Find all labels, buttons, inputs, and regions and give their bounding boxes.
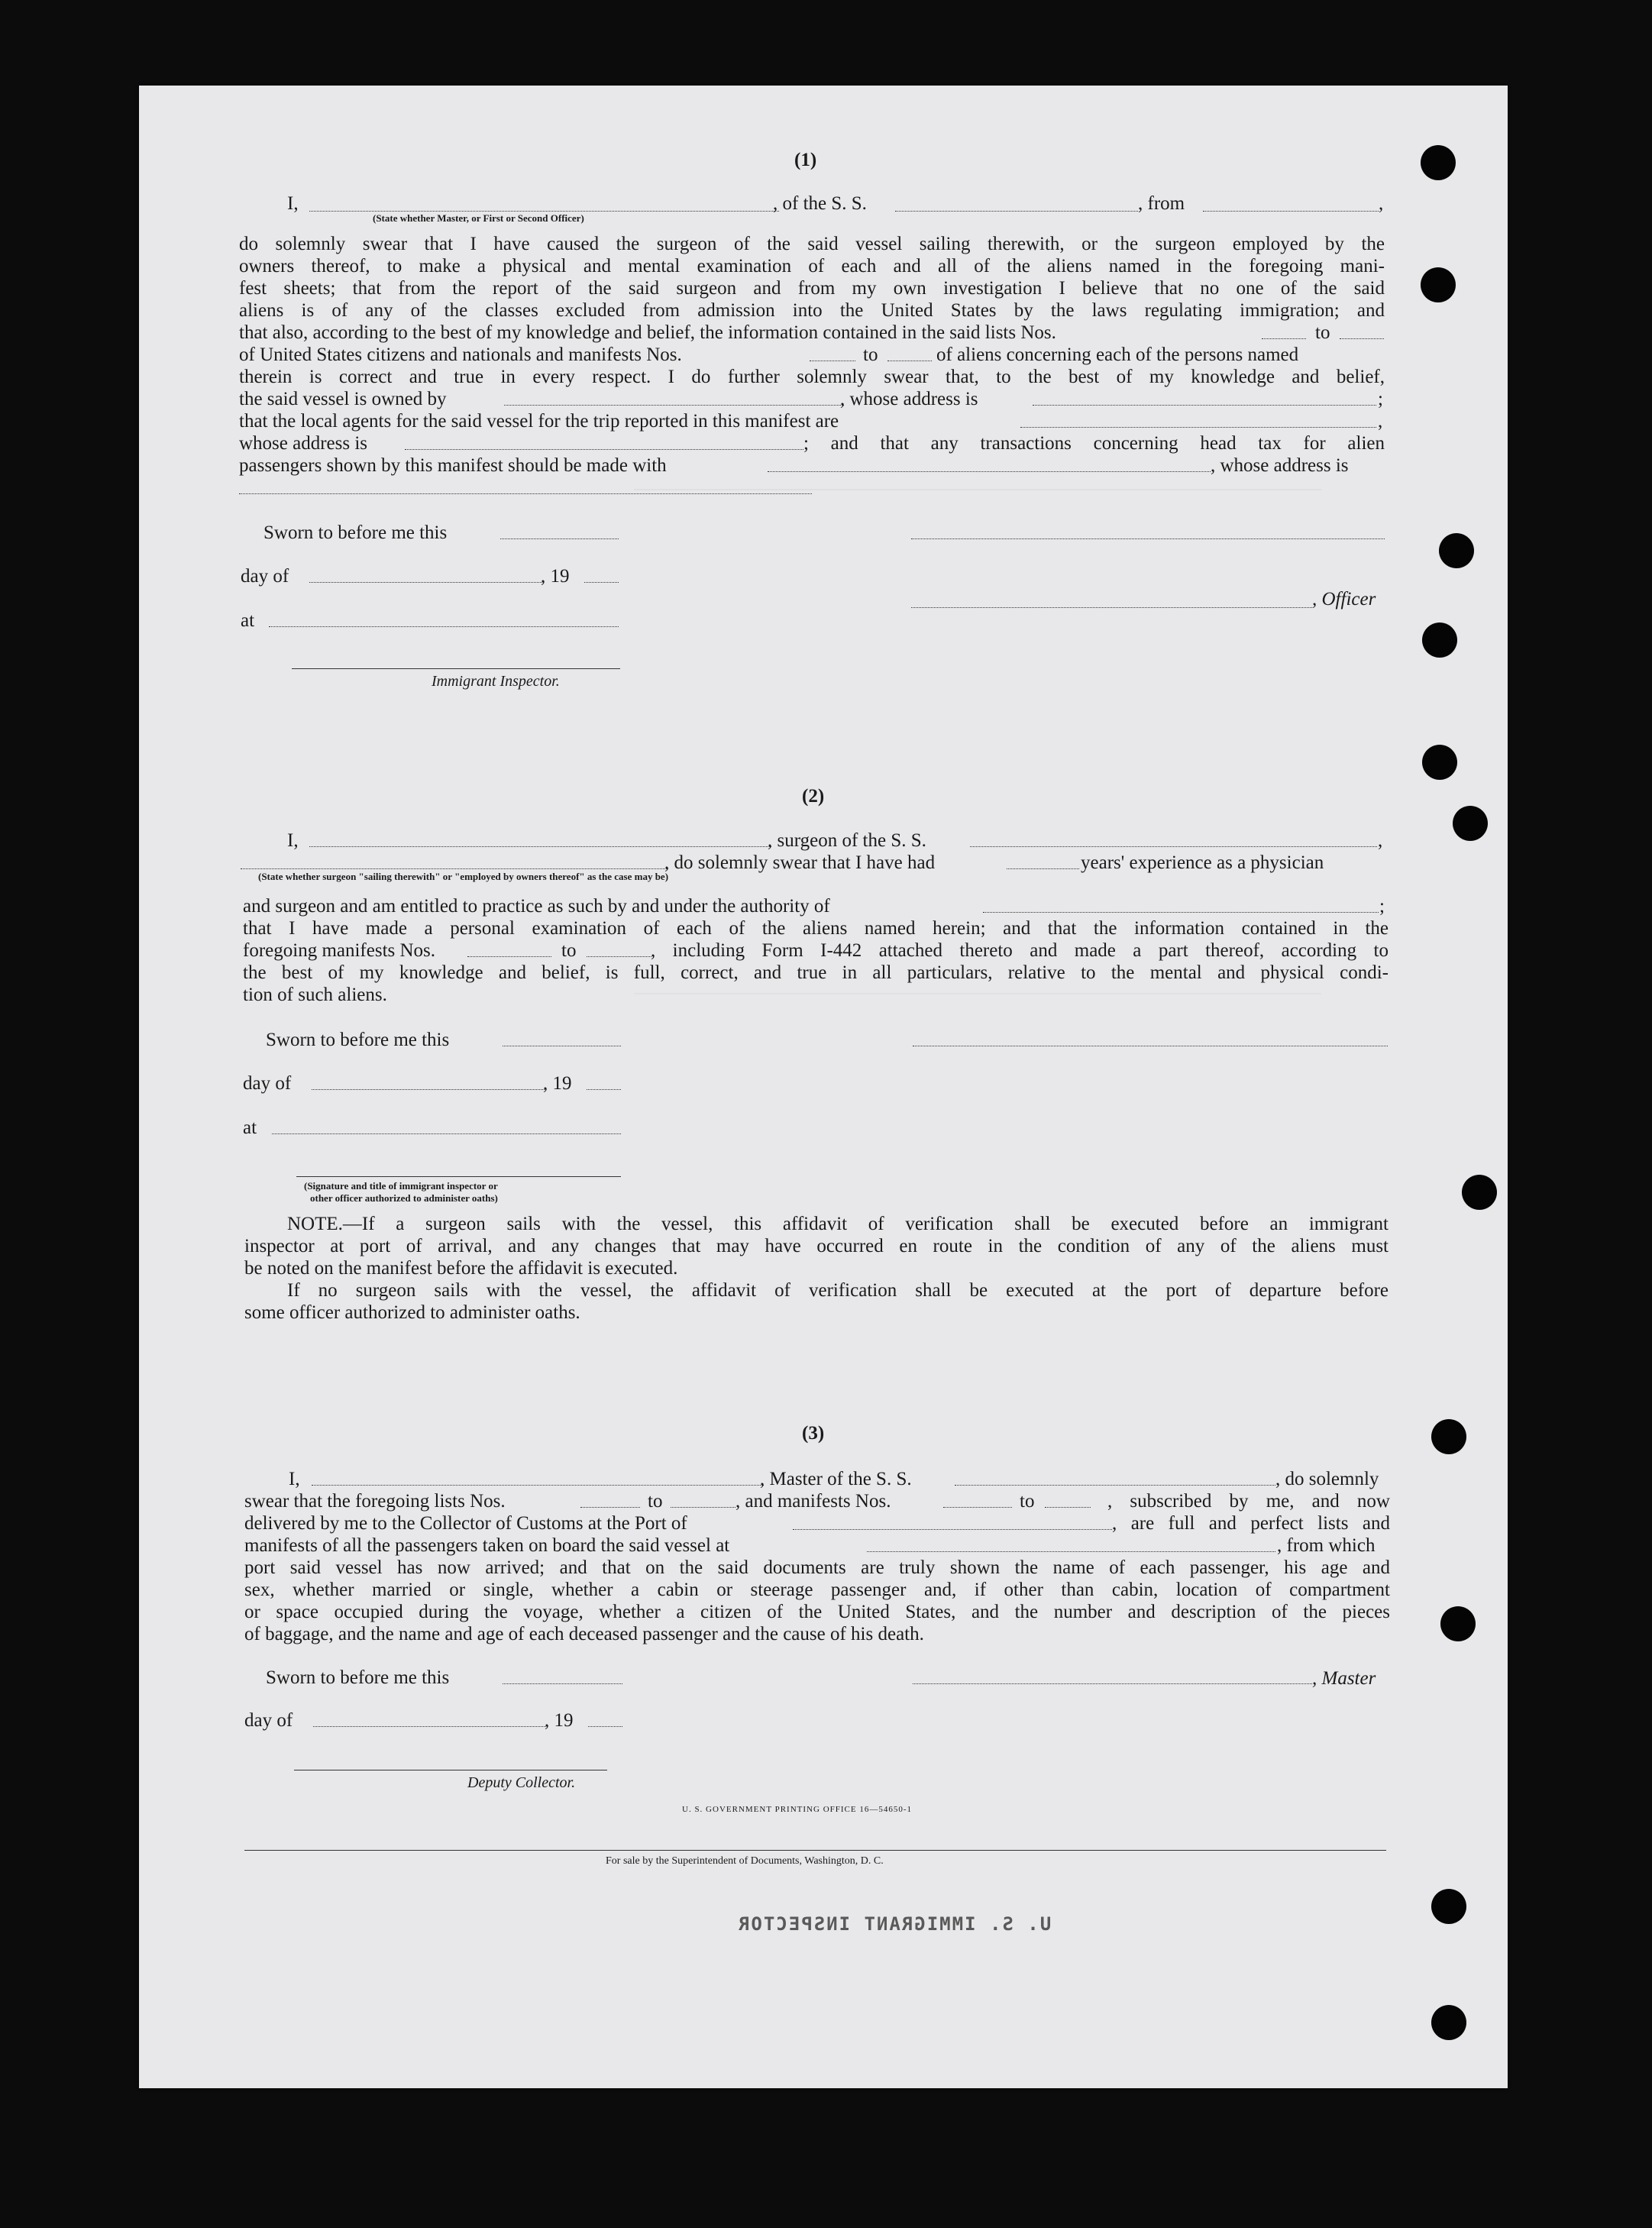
- s2-para-line: that I have made a personal examination of each of the aliens named herein; and that the information contained in the: [243, 918, 1389, 939]
- s3-para-line: sex, whether married or single, whether a cabin or steerage passenger and, if other than cabin, location of compartment: [244, 1580, 1390, 1600]
- s1-para-line: fest sheets; that from the report of the said surgeon and from my own investigation I believe that no one of the said: [239, 278, 1385, 299]
- s3-sworn-field: [503, 1683, 622, 1684]
- s1-head-tax-address-field: [239, 493, 812, 494]
- gpo-imprint: U. S. GOVERNMENT PRINTING OFFICE 16—54650-1: [682, 1805, 913, 1814]
- s1-para-line: do solemnly swear that I have caused the surgeon of the said vessel sailing therewith, or the surgeon employed by the: [239, 234, 1385, 254]
- s3-master-of: , Master of the S. S.: [760, 1469, 912, 1489]
- s1-i: I,: [287, 193, 299, 214]
- s3-line2-manifests: , and manifests Nos.: [735, 1491, 891, 1512]
- s3-line2-to: to: [648, 1491, 663, 1512]
- s2-sworn: Sworn to before me this: [266, 1030, 450, 1050]
- punch-hole: [1431, 1419, 1466, 1454]
- s2-nineteen: , 19: [543, 1073, 572, 1094]
- bleed-through: [634, 993, 1321, 1835]
- s3-line3-full: , are full and perfect lists and: [1112, 1513, 1390, 1534]
- s3-line2-subscribed: , subscribed by me, and now: [1107, 1491, 1390, 1512]
- s1-agents-field: [1020, 427, 1376, 428]
- s1-officer: , Officer: [1312, 589, 1376, 610]
- s2-comma: ,: [1378, 830, 1383, 851]
- s1-caption: (State whether Master, or First or Second Officer): [373, 212, 584, 224]
- s1-of-ss: , of the S. S.: [773, 193, 867, 214]
- s2-years: years' experience as a physician: [1081, 852, 1324, 873]
- s3-ship-field: [955, 1485, 1275, 1486]
- s1-officer-sign-field: [911, 607, 1312, 608]
- s2-at: at: [243, 1117, 257, 1138]
- s1-signature-line: [911, 538, 1385, 539]
- s1-to: to: [1315, 322, 1330, 343]
- s1-para-line: of United States citizens and nationals and manifests Nos.: [239, 344, 682, 365]
- s1-from-field: [1203, 211, 1379, 212]
- s1-para-line: that also, according to the best of my knowledge and belief, the information contained in the said lists Nos.: [239, 322, 1056, 343]
- s2-authority-field: [983, 912, 1379, 913]
- s3-day-of: day of: [244, 1710, 293, 1731]
- s2-para-line: and surgeon and am entitled to practice as such by and under the authority of: [243, 896, 830, 917]
- s1-para-line: whose address is: [239, 433, 368, 454]
- note-line: some officer authorized to administer oaths.: [244, 1302, 580, 1323]
- s3-day-field: [313, 1726, 546, 1727]
- s3-line3: delivered by me to the Collector of Customs at the Port of: [244, 1513, 687, 1534]
- s2-para-line: the best of my knowledge and belief, is full, correct, and true in all particulars, relative to the mental and physical condi-: [243, 962, 1389, 983]
- punch-hole: [1431, 1889, 1466, 1924]
- s1-sworn: Sworn to before me this: [263, 522, 448, 543]
- s2-year-field: [587, 1089, 621, 1090]
- punch-hole: [1421, 267, 1456, 302]
- s2-caption: (State whether surgeon "sailing therewith" or "employed by owners thereof" as the case may be): [258, 871, 669, 882]
- bleed-through: [634, 489, 1321, 781]
- s3-deputy: Deputy Collector.: [467, 1774, 576, 1791]
- s3-master-sign-field: [913, 1683, 1312, 1684]
- punch-hole: [1422, 745, 1457, 780]
- sale-notice: For sale by the Superintendent of Documents, Washington, D. C.: [606, 1855, 884, 1867]
- punch-hole: [1440, 1606, 1476, 1641]
- s2-i: I,: [287, 830, 299, 851]
- s1-at-field: [269, 626, 619, 627]
- s1-day-of: day of: [241, 566, 289, 587]
- s1-end-comma: ,: [1379, 193, 1384, 214]
- s1-para-line: owners thereof, to make a physical and mental examination of each and all of the aliens named in the foregoing mani-: [239, 256, 1385, 276]
- inspector-stamp: U. S. IMMIGRANT INSPECTOR: [737, 1913, 1052, 1935]
- punch-hole: [1462, 1175, 1497, 1210]
- s1-lists-from: [1262, 338, 1306, 339]
- s3-master-name-field: [312, 1485, 764, 1486]
- punch-hole: [1422, 622, 1457, 658]
- s3-manifest-from: [943, 1507, 1012, 1508]
- s3-sworn: Sworn to before me this: [266, 1667, 450, 1688]
- s2-day-field: [312, 1089, 545, 1090]
- s1-owner-address-field: [1033, 405, 1376, 406]
- s1-aliens-concerning: of aliens concerning each of the persons named: [936, 344, 1299, 365]
- s2-ship-field: [970, 846, 1377, 847]
- section-1-number: (1): [794, 150, 817, 170]
- s2-swear: , do solemnly swear that I have had: [664, 852, 936, 873]
- s2-manifest-to: [587, 956, 651, 957]
- section-3-number: (3): [802, 1423, 825, 1444]
- s3-nineteen: , 19: [545, 1710, 574, 1731]
- s3-do-solemnly: , do solemnly: [1275, 1469, 1379, 1489]
- s1-from: , from: [1138, 193, 1185, 214]
- s1-head-tax: ; and that any transactions concerning head tax for alien: [803, 433, 1385, 454]
- section-2-number: (2): [802, 786, 825, 807]
- punch-hole: [1431, 2005, 1466, 2040]
- s1-day-field: [309, 582, 542, 583]
- punch-hole: [1453, 806, 1488, 841]
- s1-whose-address: , whose address is: [840, 389, 978, 409]
- s1-para-line: aliens is of any of the classes excluded from admission into the United States by the laws regulating immigration; and: [239, 300, 1385, 321]
- s2-inspector-line: [296, 1176, 621, 1177]
- s2-day-of: day of: [243, 1073, 292, 1094]
- s1-inspector-line: [292, 668, 620, 669]
- s3-line4: manifests of all the passengers taken on board the said vessel at: [244, 1535, 730, 1556]
- s1-ship-field: [895, 211, 1138, 212]
- s2-years-field: [1007, 868, 1079, 869]
- s1-to: to: [863, 344, 878, 365]
- s1-para-line: passengers shown by this manifest should be made with: [239, 455, 667, 476]
- s3-line2: swear that the foregoing lists Nos.: [244, 1491, 506, 1512]
- note-line: be noted on the manifest before the affidavit is executed.: [244, 1258, 678, 1279]
- s1-owner-field: [504, 405, 844, 406]
- s2-to: to: [561, 940, 577, 961]
- s1-lists-to: [1340, 338, 1384, 339]
- s2-sig-caption: (Signature and title of immigrant inspector or: [304, 1180, 498, 1192]
- s2-semicolon: ;: [1379, 896, 1385, 917]
- s2-surgeon-name-field: [309, 846, 771, 847]
- s1-sworn-field: [500, 538, 619, 539]
- s3-para-line: port said vessel has now arrived; and that on the said documents are truly shown the name of each passenger, his age and: [244, 1557, 1390, 1578]
- s3-line4-from: , from which: [1277, 1535, 1376, 1556]
- punch-hole: [1439, 533, 1474, 568]
- s2-para-line: foregoing manifests Nos.: [243, 940, 436, 961]
- s1-comma: ,: [1378, 411, 1383, 432]
- s2-including: , including Form I-442 attached thereto and made a part thereof, according to: [651, 940, 1389, 961]
- s2-manifest-from: [467, 956, 551, 957]
- s3-port-field: [793, 1529, 1112, 1530]
- note-line: If no surgeon sails with the vessel, the affidavit of verification shall be executed at the port of departure before: [287, 1280, 1389, 1301]
- s1-whose-address-is: , whose address is: [1211, 455, 1349, 476]
- footer-rule: [244, 1850, 1386, 1851]
- s3-para-line: of baggage, and the name and age of each deceased passenger and the cause of his death.: [244, 1624, 924, 1644]
- s1-nineteen: , 19: [541, 566, 570, 587]
- s1-para-line: the said vessel is owned by: [239, 389, 447, 409]
- s1-inspector: Immigrant Inspector.: [432, 673, 560, 690]
- s2-surgeon-of: , surgeon of the S. S.: [768, 830, 926, 851]
- s3-line2-to2: to: [1020, 1491, 1035, 1512]
- s3-i: I,: [289, 1469, 300, 1489]
- s1-year-field: [584, 582, 619, 583]
- s3-lists-from: [580, 1507, 640, 1508]
- s1-head-tax-field: [768, 471, 1211, 472]
- s2-at-field: [272, 1133, 621, 1134]
- s3-lists-to: [671, 1507, 735, 1508]
- s3-master: , Master: [1312, 1668, 1376, 1689]
- s1-para-line: therein is correct and true in every respect. I do further solemnly swear that, to the best of my knowledge and belief,: [239, 367, 1385, 387]
- s2-sig-caption: other officer authorized to administer oaths): [310, 1192, 498, 1204]
- s2-capacity-field: [241, 868, 668, 869]
- s3-year-field: [588, 1726, 622, 1727]
- s1-para-line: that the local agents for the said vessel for the trip reported in this manifest are: [239, 411, 839, 432]
- s1-at: at: [241, 610, 255, 631]
- s3-boarding-port-field: [867, 1551, 1275, 1552]
- note-line: inspector at port of arrival, and any changes that may have occurred en route in the condition of any of the aliens must: [244, 1236, 1389, 1256]
- s1-agents-address-field: [405, 449, 803, 450]
- punch-hole: [1421, 145, 1456, 180]
- s3-para-line: or space occupied during the voyage, whether a citizen of the United States, and the number and description of the pieces: [244, 1602, 1390, 1622]
- s1-semicolon: ;: [1378, 389, 1383, 409]
- s3-manifest-to: [1045, 1507, 1091, 1508]
- s2-para-line: tion of such aliens.: [243, 985, 387, 1005]
- s1-officer-field: [309, 211, 779, 212]
- note-line: NOTE.—If a surgeon sails with the vessel, this affidavit of verification shall be executed before an immigrant: [287, 1214, 1389, 1234]
